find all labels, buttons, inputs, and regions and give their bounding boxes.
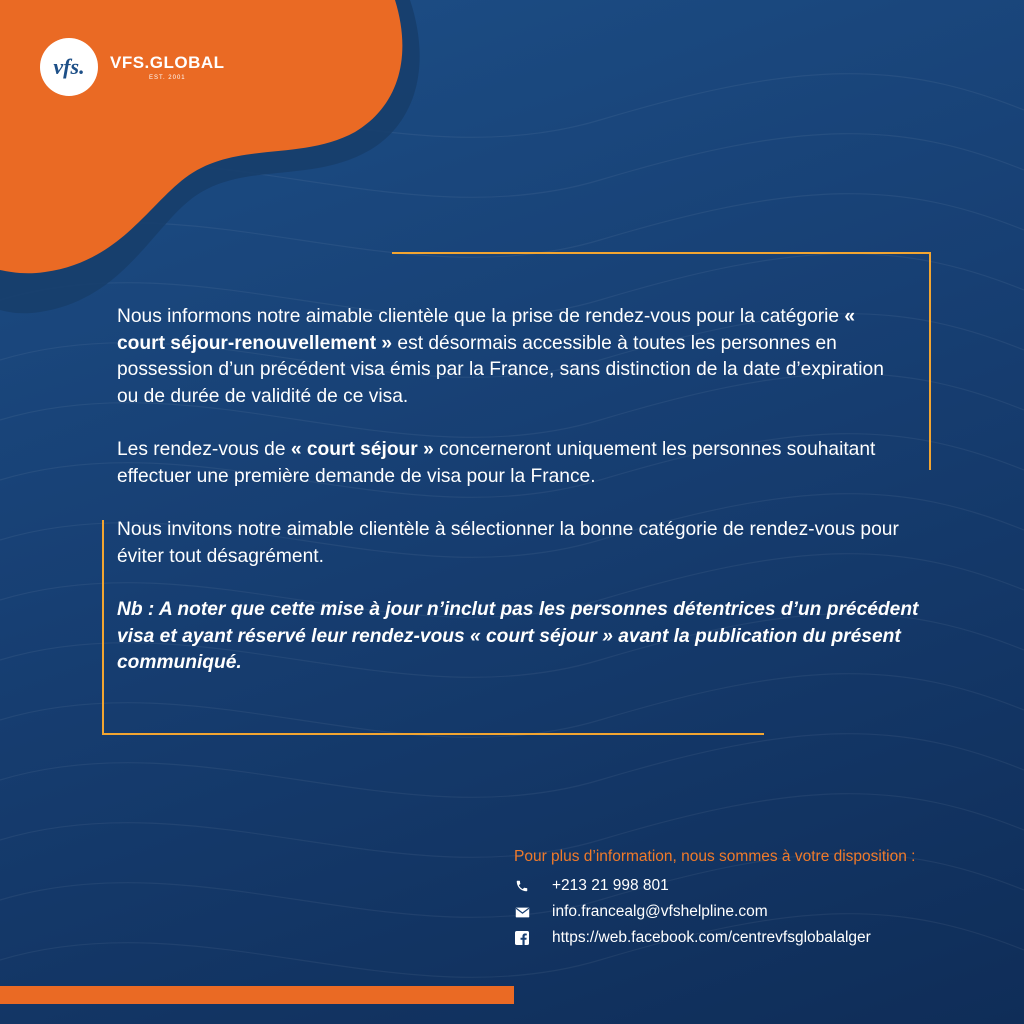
frame-line-left <box>102 520 104 734</box>
notice-paragraph-2: Les rendez-vous de « court séjour » concerneront uniquement les personnes souhaitant effectuer une première demande de visa pour la France. <box>117 439 876 487</box>
contact-facebook[interactable] <box>514 925 915 951</box>
brand-est: EST. 2001 <box>148 74 186 81</box>
bottom-orange-bar <box>0 986 514 1004</box>
contact-phone[interactable] <box>514 873 915 899</box>
contact-phone-text: +213 21 998 801 <box>552 877 669 894</box>
notice-paragraph-3: Nous invitons notre aimable clientèle à sélectionner la bonne catégorie de rendez-vous pour éviter tout désagrément. <box>117 519 899 567</box>
facebook-icon <box>514 930 530 946</box>
frame-line-top <box>392 252 930 254</box>
contact-email-text: info.francealg@vfshelpline.com <box>552 903 768 920</box>
vfs-logo-mark: vfs. <box>40 38 98 96</box>
mail-icon <box>514 904 530 920</box>
contact-email[interactable] <box>514 899 915 925</box>
phone-icon <box>514 878 530 894</box>
contact-title: Pour plus d’information, nous sommes à votre disposition : <box>514 848 916 865</box>
contact-block <box>514 848 915 951</box>
contact-facebook-text: https://web.facebook.com/centrevfsglobalalger <box>552 929 871 946</box>
frame-line-right <box>929 252 931 470</box>
vfs-global-logo <box>40 38 225 96</box>
frame-line-bottom <box>102 733 764 735</box>
notice-paragraph-1: Nous informons notre aimable clientèle que la prise de rendez-vous pour la catégorie « court séjour-renouvellement » est désormais accessible à toutes les personnes en possession d’un précédent visa émis par la France, sans distinction de la date d’expiration ou de durée de validité de ce visa. <box>117 306 884 407</box>
brand-name: VFS.GLOBAL <box>110 52 225 72</box>
notice-nb: Nb : A noter que cette mise à jour n’inclut pas les personnes détentrices d’un précédent visa et ayant réservé leur rendez-vous « court séjour » avant la publication du présent communiqué. <box>117 599 919 673</box>
